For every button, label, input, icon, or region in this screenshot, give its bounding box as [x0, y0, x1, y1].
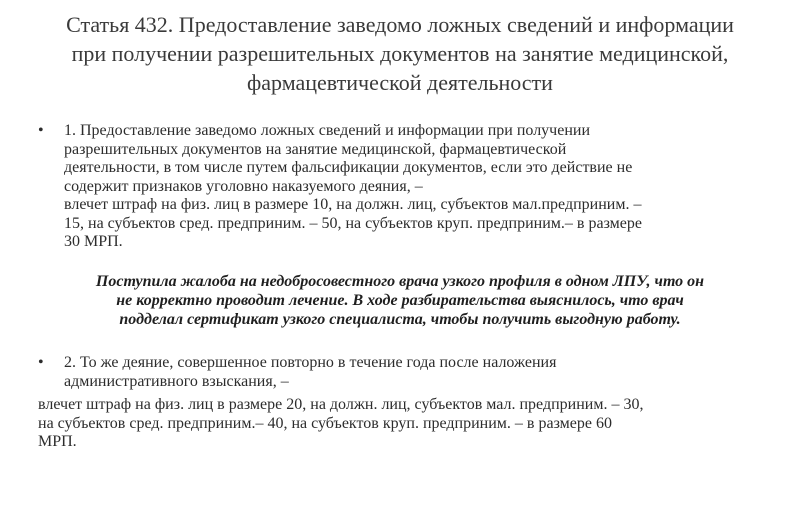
text-line: деятельности, в том числе путем фальсификации документов, если это действие не — [64, 159, 633, 176]
title-line: при получении разрешительных документов на занятие медицинской, — [71, 41, 729, 66]
text-line: 30 МРП. — [64, 233, 123, 250]
complaint-note — [30, 272, 770, 329]
bullet-item-2 — [38, 354, 768, 391]
title-line: Статья 432. Предоставление заведомо ложных сведений и информации — [66, 12, 734, 37]
title-line: фармацевтической деятельности — [247, 70, 553, 95]
page-title — [40, 10, 760, 97]
text-line: МРП. — [38, 433, 77, 450]
penalty-paragraph — [38, 396, 768, 452]
text-line: содержит признаков уголовно наказуемого деяния, – — [64, 177, 423, 195]
bullet-item-text — [64, 354, 768, 391]
text-line: подделал сертификат узкого специалиста, чтобы получить выгодную работу. — [119, 311, 681, 328]
bullet-icon: • — [38, 354, 44, 371]
bullet-icon: • — [38, 122, 44, 139]
text-line: 1. Предоставление заведомо ложных сведений и информации при получении — [64, 122, 591, 139]
text-line: влечет штраф на физ. лиц в размере 10, на должн. лиц, субъектов мал.предприним. – — [64, 196, 642, 213]
text-line: влечет штраф на физ. лиц в размере 20, на должн. лиц, субъектов мал. предприним. – 30, — [38, 396, 644, 413]
text-line: 15, на субъектов сред. предприним. – 50, на субъектов круп. предприним.– в размере — [64, 214, 642, 232]
text-line: на субъектов сред. предприним.– 40, на субъектов круп. предприним. – в размере 60 — [38, 414, 612, 432]
text-line: не корректно проводит лечение. В ходе разбирательства выяснилось, что врач — [116, 292, 684, 309]
text-line: административного взыскания, – — [64, 372, 289, 390]
bullet-item-1 — [38, 122, 768, 252]
bullet-item-text — [64, 122, 768, 252]
text-line: Поступила жалоба на недобросовестного врача узкого профиля в одном ЛПУ, что он — [95, 273, 705, 290]
text-line: разрешительных документов на занятие медицинской, фармацевтической — [64, 140, 567, 158]
text-line: 2. То же деяние, совершенное повторно в течение года после наложения — [64, 354, 557, 371]
